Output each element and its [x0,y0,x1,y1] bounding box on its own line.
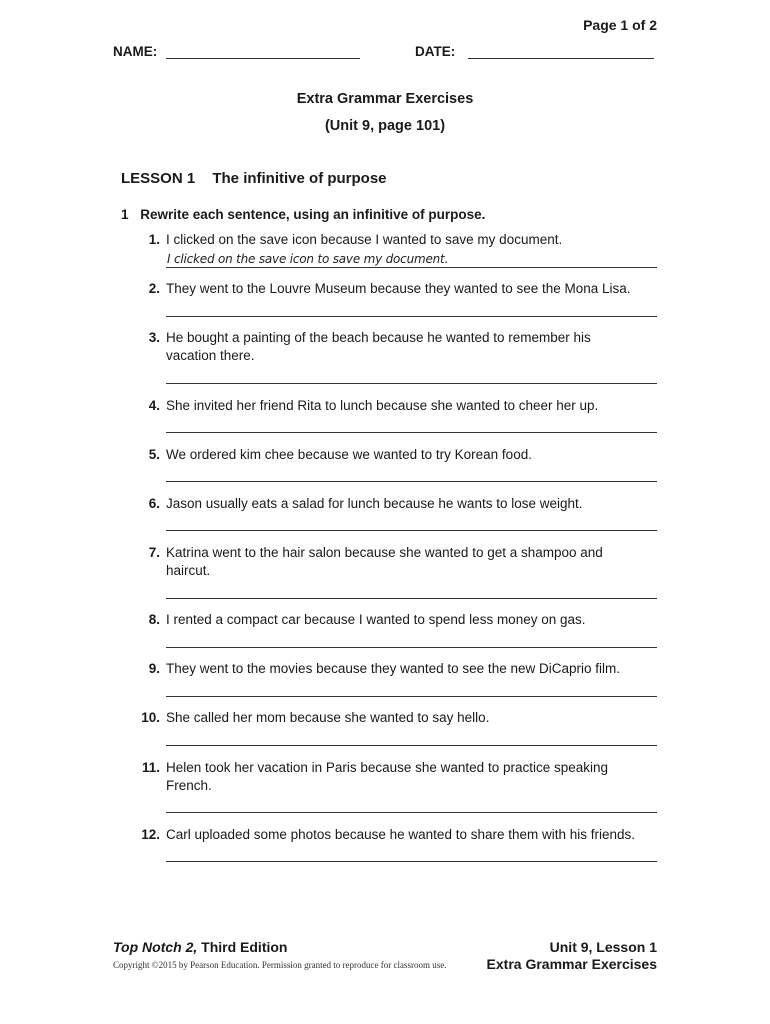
item-text: Carl uploaded some photos because he wanted to share them with his friends. [166,827,636,842]
item-number: 10. [141,710,160,725]
date-field[interactable] [468,58,654,59]
item-number: 12. [141,827,160,842]
footer-unit: Unit 9, Lesson 1 [549,939,657,955]
item-number: 3. [148,330,160,345]
item-number: 9. [148,661,160,676]
item-number: 2. [148,281,160,296]
answer-line-8[interactable] [166,647,657,648]
item-text: I clicked on the save icon because I wanted to save my document. [166,232,563,247]
item-number: 1. [148,232,160,247]
item-text: Katrina went to the hair salon because she wanted to get a shampoo and haircut. [166,545,603,578]
copyright-notice: Copyright ©2015 by Pearson Education. Permission granted to reproduce for classroom use. [113,960,447,970]
item-text: Helen took her vacation in Paris because she wanted to practice speaking French. [166,760,609,793]
answer-line-6[interactable] [166,530,657,531]
answer-line-2[interactable] [166,316,657,317]
date-label: DATE: [415,44,456,59]
item-number: 8. [148,612,160,627]
item-text: Jason usually eats a salad for lunch because he wants to lose weight. [166,496,583,511]
item-text: She called her mom because she wanted to say hello. [166,710,490,725]
answer-line-7[interactable] [166,598,657,599]
lesson-topic: The infinitive of purpose [212,170,387,187]
book-edition: Third Edition [197,939,288,955]
item-number: 11. [141,760,160,775]
answer-1-handwritten: I clicked on the save icon to save my document. [167,252,449,266]
item-text: We ordered kim chee because we wanted to try Korean food. [166,447,532,462]
item-number: 6. [148,496,160,511]
item-number: 5. [148,447,160,462]
lesson-label: LESSON 1 [121,170,196,187]
instruction-text: Rewrite each sentence, using an infinitive of purpose. [140,207,486,222]
name-field[interactable] [166,58,360,59]
item-text: They went to the Louvre Museum because they wanted to see the Mona Lisa. [166,281,631,296]
answer-line-12[interactable] [166,861,657,862]
footer-section: Extra Grammar Exercises [486,956,657,972]
item-number: 7. [148,545,160,560]
answer-line-4[interactable] [166,432,657,433]
exercise-number: 1 [121,207,129,222]
item-text: She invited her friend Rita to lunch because she wanted to cheer her up. [166,398,599,413]
answer-line-9[interactable] [166,696,657,697]
footer-book-title [113,939,287,955]
item-number: 4. [148,398,160,413]
lesson-heading [121,170,387,187]
page-subtitle: (Unit 9, page 101) [324,118,446,134]
answer-line-11[interactable] [166,812,657,813]
page-number: Page 1 of 2 [583,17,657,33]
book-title: Top Notch 2, [113,939,198,955]
answer-line-5[interactable] [166,481,657,482]
answer-line-3[interactable] [166,383,657,384]
item-text: He bought a painting of the beach because he wanted to remember his vacation there. [166,330,591,363]
name-label: NAME: [113,44,158,59]
answer-line-10[interactable] [166,745,657,746]
item-text: I rented a compact car because I wanted to spend less money on gas. [166,612,586,627]
answer-line-1[interactable] [166,267,657,268]
exercise-instruction [121,207,485,222]
page-title: Extra Grammar Exercises [296,91,474,107]
item-text: They went to the movies because they wanted to see the new DiCaprio film. [166,661,620,676]
